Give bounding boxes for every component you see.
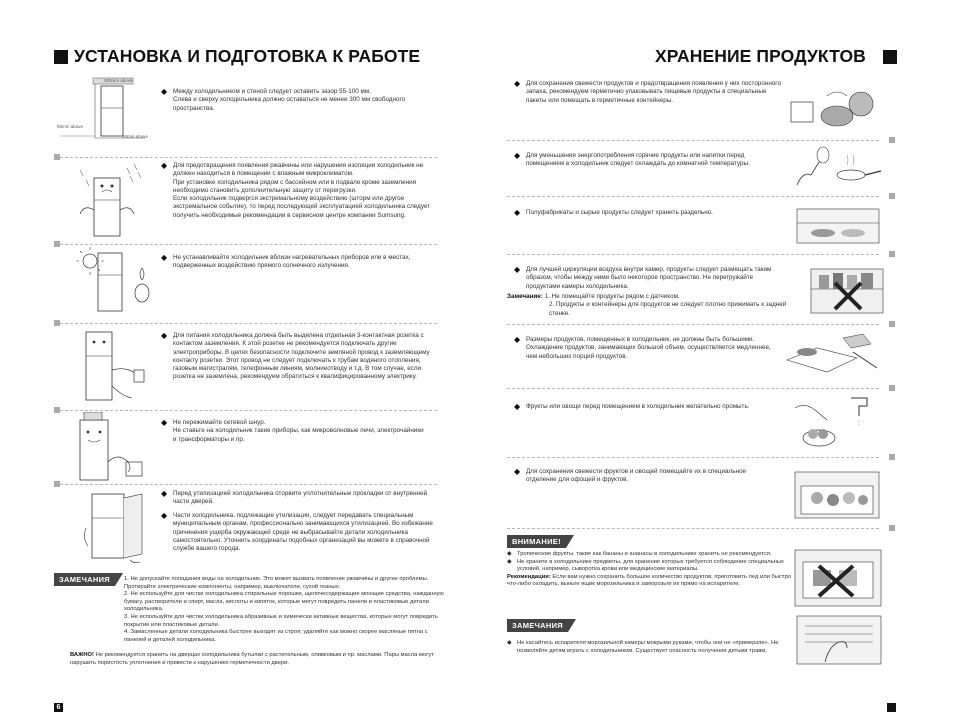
right-notes: ◆ Не касайтесь испарителя морозильной камеры мокрыми руками, чтобы они не «примерзли». Не позволяйте детям играть с холодильником. Существует опасность получения детьми травм. <box>507 640 779 654</box>
bullet-diamond-icon: ◆ <box>161 331 168 340</box>
storage-item-3: Полуфабрикаты и сырые продукты следует хранить раздельно. <box>526 209 713 216</box>
separator-square-icon <box>54 320 60 326</box>
separator-square-icon <box>889 193 895 199</box>
bullet-diamond-icon: ◆ <box>507 640 512 646</box>
important-note: ВАЖНО! Не рекомендуется хранить на дверцах холодильника бутылки с растительным, оливковым и пр. маслами. Пары масла могут нарушить пористость уплотнения и привести к нарушению герметичности двери. <box>70 652 434 666</box>
storage-item-4: Для лучшей циркуляции воздуха внутри камер, продукты следует размещать таким образом, чтобы между ними было некоторое пространство. Не перегружайте продуктами камеры холодильника. <box>526 266 772 290</box>
bullet-diamond-icon: ◆ <box>514 208 521 217</box>
separator-square-icon <box>889 385 895 391</box>
install-item-2: Для предотвращения появления ржавчины или нарушения изоляции холодильник не должен находиться в помещении с влажным микроклиматом. При установке холодильника рядом с бассейном или в подвале кроме заземления необходимо становить дополнительную защиту от перегрузки. Если холодильник подвергся экстремальному воздействию (шторм или другое экстремальное событие), то перед последующей эксплуатацией холодильника следует получить необходимые рекомендации в сервисном центре компании Sumsung. <box>173 162 431 219</box>
separator <box>507 457 879 458</box>
overloaded-shelf-illustration <box>809 265 885 317</box>
install-item-4: Для питания холодильника должна быть выделена отдельная 3-контактная розетка с контактом заземления. К этой розетке не рекомендуется подключать другие электроприборы. В целях безопасности подключите земляной провод к заземляющему контакту розетки. Этот провод не следует подключать к трубам водяного отопления, газовым магистралям, телефонным линиям, молниеотводу и т.д. В том случае, если розетка не заземлена, рекомендуем обратиться к квалифицированному электрику. <box>173 332 430 381</box>
bullet-diamond-icon: ◆ <box>514 79 521 88</box>
power-cord-illustration <box>68 412 158 484</box>
separator-square-icon <box>54 241 60 247</box>
separator-square-icon <box>54 154 60 160</box>
separator <box>507 528 879 529</box>
separator <box>507 140 879 141</box>
storage-item-1: Для сохранения свежести продуктов и предотвращения появления у них посторонного запаха, рекомендуем герметично упаковывать пищевые продукты в специальные пакеты или помещать в герметичные контейнеры. <box>526 80 781 104</box>
evaporator-illustration <box>795 614 883 666</box>
remark-block: Замечание: 1. Не помещайте продукты рядом с датчиком. 2. Продукты и контейнеры для продуктов не следует плотно прижимать к задней стенке. <box>507 293 787 317</box>
bullet-diamond-icon: ◆ <box>161 511 168 520</box>
bullet-diamond-icon: ◆ <box>507 551 512 557</box>
title-square-icon <box>54 50 68 64</box>
separator <box>507 254 879 255</box>
bullet-diamond-icon: ◆ <box>514 402 521 411</box>
storage-item-6: Фрукты или овощи перед помещением в холодильник желательно промыть. <box>526 403 750 410</box>
right-page-title: ХРАНЕНИЕ ПРОДУКТОВ <box>655 46 866 66</box>
bullet-diamond-icon: ◆ <box>161 253 168 262</box>
shelf-raw-food-illustration <box>793 205 883 247</box>
install-item-1: Между холодильником и стеной следует оставить зазор 55-100 мм. Слева и сверху холодильника должно оставаться не менее 300 мм свободного пространства. <box>173 88 406 112</box>
warning-tag: ВНИМАНИЕ! <box>507 535 566 548</box>
page-number: 6 <box>54 703 63 712</box>
humid-room-illustration <box>72 160 152 240</box>
notes-tag: ЗАМЕЧАНИЯ <box>54 573 115 586</box>
sealed-food-illustration <box>787 86 887 134</box>
separator <box>60 157 437 158</box>
bullet-diamond-icon: ◆ <box>161 489 168 498</box>
separator <box>507 388 879 389</box>
page-corner-square-icon <box>887 703 896 712</box>
separator <box>507 196 879 197</box>
label-side: 55mm above <box>57 124 84 129</box>
disposal-illustration <box>80 488 155 566</box>
separator <box>60 323 437 324</box>
bullet-diamond-icon: ◆ <box>161 418 168 427</box>
left-notes-list: 1. Не допускайте попадания воды на холодильник. Это может вызвать появление ржавчины и другие проблемы. Протирайте электрические компоненты, например, выключатели, сухой тканью. 2. Не используйте для чистки холодильника стиральные порошки, щелочесодержащие моющие средства, нажданную бумагу, растворители и спирт, масла, кислоты и кипяток, которые могут повредить панели и пластиковые детали холодильника. 3. Не используйте для чистки холодильника абразивные и химически активные вещества, которые могут повредить покрытие или пластиковые детали. 4. Замасленные детали холодильника быстрее выходят из строя; удаляйте как можно скорее масляные пятна с панелей и деталей холодильника. <box>124 576 444 643</box>
separator-square-icon <box>889 321 895 327</box>
separator <box>60 410 437 411</box>
cutting-board-illustration <box>783 330 883 380</box>
freezer-drawer-illustration <box>793 548 883 608</box>
vegetable-drawer-illustration <box>793 470 881 520</box>
separator-square-icon <box>889 251 895 257</box>
right-page <box>477 0 954 716</box>
storage-item-2: Для уменьшения энергопотребления горячие продукты или напитки перед помещением в холодильник следует охлаждать до комнатной температуры. <box>526 152 750 168</box>
separator <box>60 484 437 485</box>
bullet-diamond-icon: ◆ <box>514 467 521 476</box>
install-item-7: Части холодильника, подлежащие утилизации, следует передавать специальным муниципальным органам, профессионально занимающихся утилизацией. Во избежание причинения ущерба окружающей среде не выбрасывайте детали холодильника самостоятельно. Уточнить координаты подобных организаций вы можете в справочной службе вашего города. <box>173 512 433 553</box>
separator-square-icon <box>54 481 60 487</box>
warning-list: ◆ Тропические фрукты, такие как бананы и ананасы в холодильнике хранить не рекомендуется. ◆ Не храните в холодильнике предметы, для хранение которых требуется соблюдение специальных условий, например, сыворотка крови или медицинские материалы. Рекомендации: Если вам нужно сохранить большое количество продуктов, приготовить лед или быстро что-либо охладить, выньте ящик морозильника и заморозьте их прямо на испарителе. <box>507 551 791 588</box>
separator-square-icon <box>54 407 60 413</box>
bullet-diamond-icon: ◆ <box>514 151 521 160</box>
bullet-diamond-icon: ◆ <box>161 161 168 170</box>
bullet-diamond-icon: ◆ <box>507 558 512 565</box>
grounded-socket-illustration <box>78 326 158 406</box>
separator-square-icon <box>889 525 895 531</box>
label-top: 300mm above <box>104 78 133 83</box>
bullet-diamond-icon: ◆ <box>161 87 168 96</box>
install-item-3: Не устанавливайте холодильник вблизи нагревательных приборов или в местах, подверженных воздействию прямого солнечного излучения. <box>173 254 411 270</box>
install-item-5: Не пережимайте сетевой шнур. Не ставьте на холодильник такие приборы, как микроволновые печи, электрочайники и трансформаторы и пр. <box>173 419 424 443</box>
storage-item-5: Размеры продуктов, помещенных в холодильник, не должны быть большими. Охлаждение продуктов, занимающих большой объем, осуществляется медленнее, чем небольших порций продуктов. <box>526 336 771 360</box>
bullet-diamond-icon: ◆ <box>514 265 521 274</box>
label-bottom: 50mm above <box>122 134 149 139</box>
separator <box>60 244 437 245</box>
title-square-icon <box>883 50 897 64</box>
separator <box>507 324 879 325</box>
storage-item-7: Для сохранения свежести фруктов и овощей помещайте их в специальное отделение для офощей и фруктов. <box>526 468 746 484</box>
heat-source-illustration <box>76 247 156 317</box>
separator-square-icon <box>889 454 895 460</box>
hot-pan-illustration <box>793 145 883 190</box>
install-item-6: Перед утилизацией холодильника оторвите уплотнительные прокладки от внутренней части дверей. <box>173 490 428 506</box>
notes-tag: ЗАМЕЧАНИЯ <box>507 619 568 632</box>
separator-square-icon <box>889 137 895 143</box>
bullet-diamond-icon: ◆ <box>514 335 521 344</box>
washing-fruit-illustration <box>791 394 877 452</box>
left-page-title: УСТАНОВКА И ПОДГОТОВКА К РАБОТЕ <box>74 46 421 66</box>
